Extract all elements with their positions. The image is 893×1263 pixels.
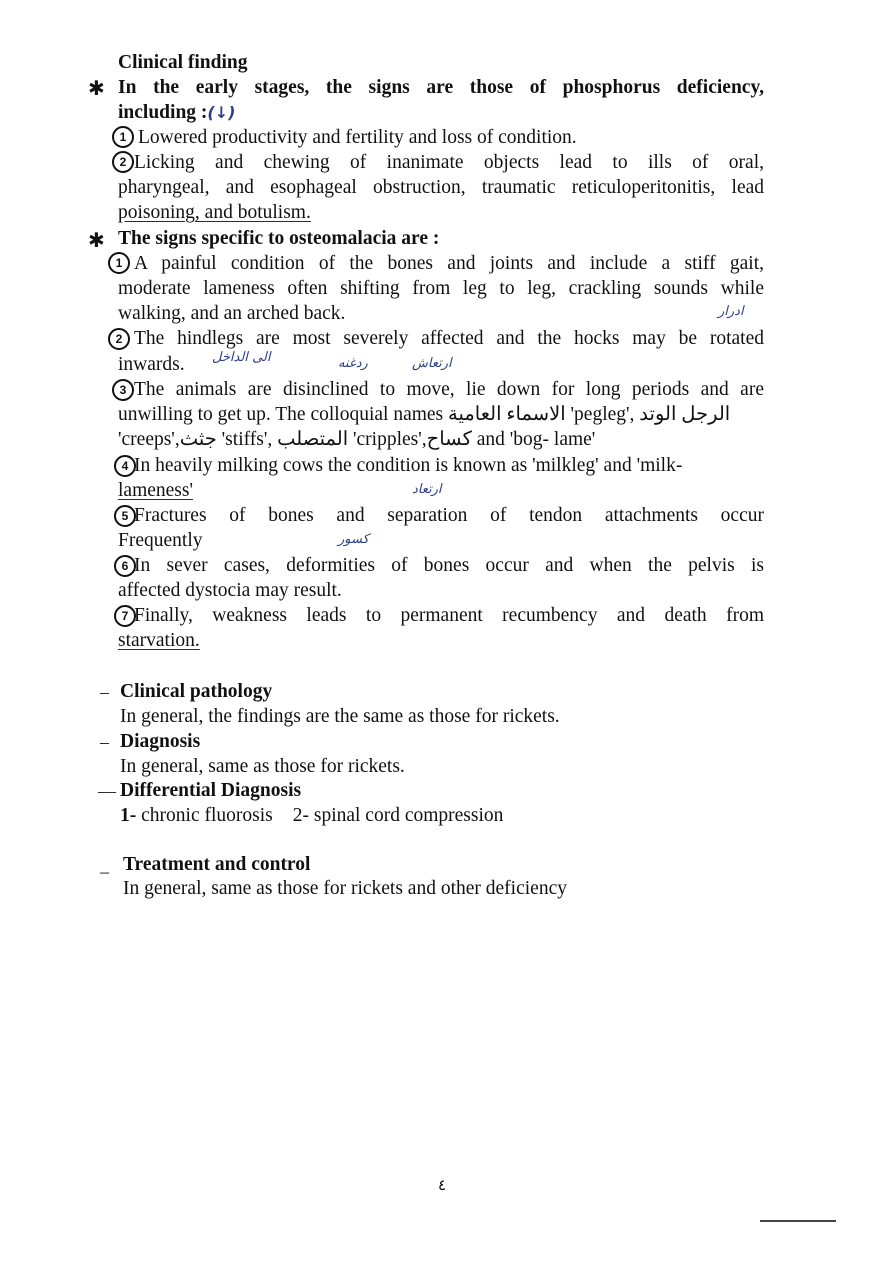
osteo-line-14: affected dystocia may result. <box>118 580 342 601</box>
number-circle: 4 <box>114 455 136 477</box>
finding-item-2-line-2: pharyngeal, and esophageal obstruction, traumatic reticuloperitonitis, lead <box>118 177 764 198</box>
osteo-line-10: lameness' <box>118 480 193 501</box>
number-circle: 1 <box>112 126 134 148</box>
dash-bullet-icon: _ <box>100 855 109 875</box>
number-circle: 6 <box>114 555 136 577</box>
osteo-line-13: In sever cases, deformities of bones occur and when the pelvis is <box>134 555 764 576</box>
osteo-line-11: Fractures of bones and separation of tendon attachments occur <box>134 505 764 526</box>
number-circle: 5 <box>114 505 136 527</box>
dash-bullet-icon: – <box>100 732 109 752</box>
intro-line-1: In the early stages, the signs are those of phosphorus deficiency, <box>118 77 764 98</box>
handwritten-note: ردغنه <box>338 356 368 371</box>
dash-bullet-icon: – <box>100 682 109 702</box>
osteo-line-8: 'creeps',جثث 'stiffs', المتصلب 'cripples',كساح and 'bog- lame' <box>118 429 596 450</box>
finding-item-2-line-1: Licking and chewing of inanimate objects lead to ills of oral, <box>134 152 764 173</box>
osteo-line-4: The hindlegs are most severely affected and the hocks may be rotated <box>134 328 764 349</box>
finding-item-1: Lowered productivity and fertility and loss of condition. <box>138 127 577 148</box>
diagnosis-text: In general, same as those for rickets. <box>120 756 405 777</box>
osteo-line-1: A painful condition of the bones and joints and include a stiff gait, <box>134 253 764 274</box>
handwritten-note: كسور <box>338 532 369 547</box>
osteo-line-2: moderate lameness often shifting from leg to leg, crackling sounds while <box>118 278 764 299</box>
osteo-line-15: Finally, weakness leads to permanent recumbency and death from <box>134 605 764 626</box>
divider <box>760 1220 836 1222</box>
clinical-finding-heading: Clinical finding <box>118 52 248 73</box>
star-bullet-icon: ✱ <box>88 228 105 252</box>
page-number: ٤ <box>438 1178 447 1194</box>
treatment-heading: Treatment and control <box>123 854 311 875</box>
handwritten-note: ارتعاد <box>412 482 442 497</box>
treatment-text: In general, same as those for rickets and other deficiency <box>123 878 567 899</box>
diagnosis-heading: Diagnosis <box>120 731 201 752</box>
osteo-line-5: inwards. <box>118 354 185 375</box>
star-bullet-icon: ✱ <box>88 76 105 100</box>
handwritten-arrow-icon: (↓) <box>207 103 236 122</box>
handwritten-note: الى الداخل <box>212 350 271 365</box>
clinical-pathology-heading: Clinical pathology <box>120 681 273 702</box>
osteo-line-9: In heavily milking cows the condition is known as 'milkleg' and 'milk- <box>134 455 683 476</box>
number-circle: 7 <box>114 605 136 627</box>
handwritten-note: ارتعاش <box>412 356 452 371</box>
differential-diagnosis-heading: Differential Diagnosis <box>120 780 302 801</box>
osteo-line-16: starvation. <box>118 630 200 651</box>
osteo-line-3: walking, and an arched back. <box>118 303 346 324</box>
number-circle: 1 <box>108 252 130 274</box>
dash-bullet-icon: — <box>98 781 116 801</box>
handwritten-note: ادرار <box>718 304 744 319</box>
number-circle: 3 <box>112 379 134 401</box>
osteo-line-6: The animals are disinclined to move, lie down for long periods and are <box>134 379 764 400</box>
osteo-line-7: unwilling to get up. The colloquial names الاسماء العامية 'pegleg', الرجل الوتد <box>118 404 731 425</box>
osteomalacia-heading: The signs specific to osteomalacia are : <box>118 228 440 249</box>
number-circle: 2 <box>112 151 134 173</box>
differential-diagnosis-text: 1- chronic fluorosis 2- spinal cord compression <box>120 805 504 826</box>
clinical-pathology-text: In general, the findings are the same as those for rickets. <box>120 706 560 727</box>
osteo-line-12: Frequently <box>118 530 203 551</box>
intro-line-2: including :(↓) <box>118 102 236 123</box>
finding-item-2-line-3: poisoning, and botulism. <box>118 202 311 223</box>
number-circle: 2 <box>108 328 130 350</box>
